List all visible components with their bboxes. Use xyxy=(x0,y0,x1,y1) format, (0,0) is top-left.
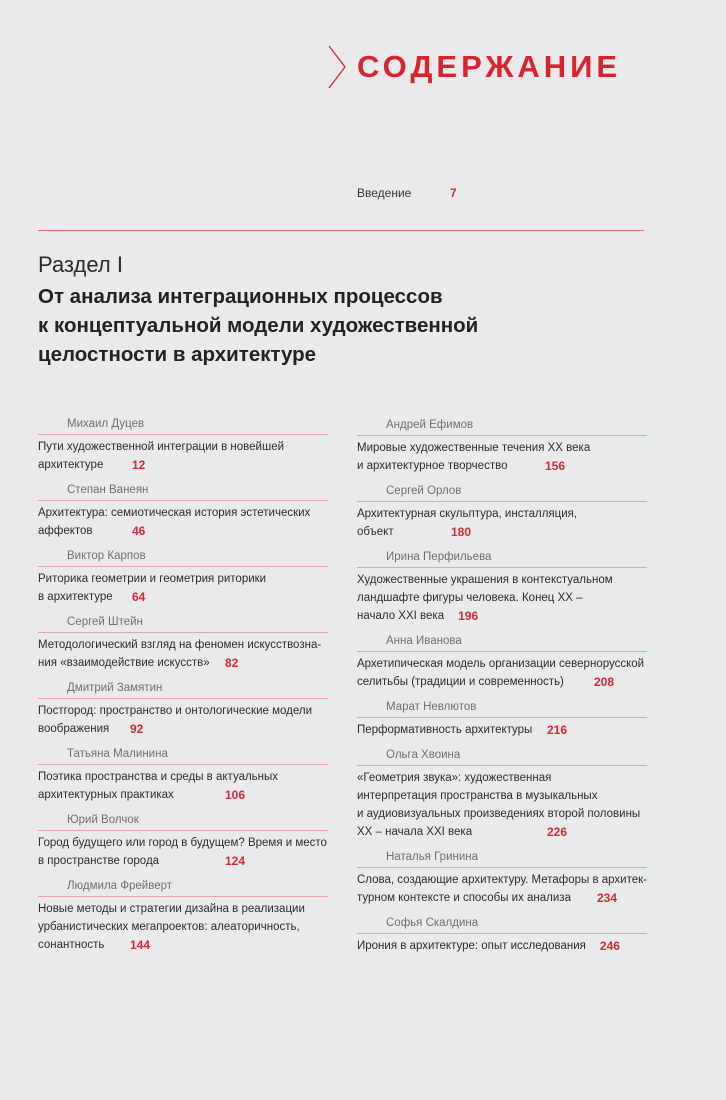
toc-entry xyxy=(38,547,328,606)
article-title-line xyxy=(357,655,647,673)
article-title-line xyxy=(38,456,328,474)
article-title-line xyxy=(38,852,328,870)
toc-entry xyxy=(357,914,647,955)
article-title-line xyxy=(38,768,328,786)
article-title-text: Мировые художественные течения XX века xyxy=(357,442,591,454)
section-title-line: к концептуальной модели художественной xyxy=(38,314,479,337)
article-title-line xyxy=(38,570,328,588)
article-title-line xyxy=(38,522,328,540)
article-title-line xyxy=(357,439,647,457)
toc-column-right xyxy=(357,416,647,955)
toc-entry xyxy=(38,745,328,804)
toc-entry xyxy=(357,632,647,691)
author-name: Виктор Карпов xyxy=(38,547,328,567)
article-title-line xyxy=(38,654,328,672)
page-number: 216 xyxy=(547,723,568,737)
intro-entry xyxy=(357,185,457,201)
article-title-line xyxy=(38,636,328,654)
article-title-line xyxy=(357,721,647,739)
toc-entry xyxy=(357,548,647,625)
article-title-text: Пути художественной интеграции в новейшей xyxy=(38,441,285,453)
article-title-text: архитектурных практиках xyxy=(38,789,174,801)
author-name: Ирина Перфильева xyxy=(357,548,647,568)
section-title xyxy=(38,282,558,369)
article-title-text: «Геометрия звука»: художественная xyxy=(357,772,552,784)
article-title-line xyxy=(38,900,328,918)
article-title-line xyxy=(357,823,647,841)
chevron-right-icon xyxy=(326,44,348,90)
article-title-line xyxy=(38,588,328,606)
article-title-text: Риторика геометрии и геометрия риторики xyxy=(38,573,267,585)
article-title-line xyxy=(38,720,328,738)
page-number: 106 xyxy=(225,788,246,802)
author-name: Сергей Орлов xyxy=(357,482,647,502)
article-title-text: турном контексте и способы их анализа xyxy=(357,892,571,904)
author-name: Юрий Волчок xyxy=(38,811,328,831)
article-title-line xyxy=(38,918,328,936)
author-name: Татьяна Малинина xyxy=(38,745,328,765)
toc-entry xyxy=(38,679,328,738)
article-title-text: архитектуре xyxy=(38,459,104,471)
article-title-text: Архитектурная скульптура, инсталляция, xyxy=(357,508,578,520)
section-title-line: целостности в архитектуре xyxy=(38,343,317,366)
article-title-line xyxy=(357,607,647,625)
article-title-line xyxy=(357,871,647,889)
article-title-text: объект xyxy=(357,526,394,538)
article-title-text: начало XXI века xyxy=(357,610,445,622)
article-title-line xyxy=(38,834,328,852)
article-title-text: воображения xyxy=(38,723,110,735)
article-title-text: Перформативность архитектуры xyxy=(357,724,533,736)
article-title-line xyxy=(357,505,647,523)
page-number: 246 xyxy=(599,939,620,953)
page-number: 82 xyxy=(225,656,239,670)
author-name: Людмила Фрейверт xyxy=(38,877,328,897)
article-title-text: сонантность xyxy=(38,939,105,951)
article-title-text: аффектов xyxy=(38,525,93,537)
page-number: 180 xyxy=(451,525,472,539)
article-title-text: в архитектуре xyxy=(38,591,113,603)
page-title: СОДЕРЖАНИЕ xyxy=(357,49,622,84)
author-name: Наталья Гринина xyxy=(357,848,647,868)
page-number: 46 xyxy=(132,524,146,538)
article-title-line xyxy=(38,936,328,954)
article-title-line xyxy=(357,787,647,805)
article-title-text: Город будущего или город в будущем? Время и место xyxy=(38,837,327,849)
toc-entry xyxy=(357,416,647,475)
author-name: Степан Ванеян xyxy=(38,481,328,501)
page-number: 64 xyxy=(132,590,146,604)
author-name: Анна Иванова xyxy=(357,632,647,652)
page-number: 144 xyxy=(130,938,151,952)
article-title-line xyxy=(357,805,647,823)
toc-entry xyxy=(38,415,328,474)
author-name: Дмитрий Замятин xyxy=(38,679,328,699)
article-title-text: селитьбы (традиции и современность) xyxy=(357,676,564,688)
article-title-line xyxy=(357,889,647,907)
page-number: 156 xyxy=(545,459,566,473)
author-name: Марат Невлютов xyxy=(357,698,647,718)
article-title-text: Ирония в архитектуре: опыт исследования xyxy=(357,940,586,952)
article-title-text: и аудиовизуальных произведениях второй половины xyxy=(357,808,641,820)
page-number: 92 xyxy=(130,722,144,736)
page-number: 12 xyxy=(132,458,146,472)
divider-rule xyxy=(38,230,644,231)
toc-entry xyxy=(38,811,328,870)
article-title-line xyxy=(357,523,647,541)
article-title-text: Слова, создающие архитектуру. Метафоры в архитек- xyxy=(357,874,647,886)
article-title-text: XX – начала XXI века xyxy=(357,826,473,838)
article-title-text: Новые методы и стратегии дизайна в реализации xyxy=(38,903,305,915)
article-title-text: Художественные украшения в контекстуальном xyxy=(357,574,613,586)
toc-entry xyxy=(38,481,328,540)
page-number: 208 xyxy=(594,675,615,689)
article-title-text: в пространстве города xyxy=(38,855,160,867)
author-name: Софья Скалдина xyxy=(357,914,647,934)
page-number: 226 xyxy=(547,825,568,839)
toc-entry xyxy=(38,613,328,672)
article-title-text: Архитектура: семиотическая история эстетических xyxy=(38,507,311,519)
article-title-text: Поэтика пространства и среды в актуальных xyxy=(38,771,279,783)
article-title-line xyxy=(38,504,328,522)
article-title-line xyxy=(357,937,647,955)
intro-label: Введение xyxy=(357,186,412,200)
toc-entry xyxy=(38,877,328,954)
article-title-line xyxy=(357,673,647,691)
article-title-text: ландшафте фигуры человека. Конец XX – xyxy=(357,592,583,604)
author-name: Андрей Ефимов xyxy=(357,416,647,436)
article-title-text: Постгород: пространство и онтологические модели xyxy=(38,705,313,717)
article-title-text: Архетипическая модель организации севернорусской xyxy=(357,658,645,670)
article-title-text: и архитектурное творчество xyxy=(357,460,508,472)
page-number: 234 xyxy=(597,891,618,905)
toc-column-left xyxy=(38,415,328,954)
article-title-text: Методологический взгляд на феномен искусствозна- xyxy=(38,639,322,651)
author-name: Ольга Хвоина xyxy=(357,746,647,766)
article-title-line xyxy=(357,457,647,475)
article-title-text: урбанистических мегапроектов: алеаторичность, xyxy=(38,921,300,933)
article-title-line xyxy=(38,786,328,804)
author-name: Сергей Штейн xyxy=(38,613,328,633)
section-title-line: От анализа интеграционных процессов xyxy=(38,285,443,308)
author-name: Михаил Дуцев xyxy=(38,415,328,435)
section-label: Раздел I xyxy=(38,252,123,277)
article-title-text: ния «взаимодействие искусств» xyxy=(38,657,210,669)
toc-entry xyxy=(357,848,647,907)
article-title-line xyxy=(357,571,647,589)
article-title-text: интерпретация пространства в музыкальных xyxy=(357,790,598,802)
article-title-line xyxy=(357,769,647,787)
article-title-line xyxy=(357,589,647,607)
page-number: 124 xyxy=(225,854,246,868)
toc-entry xyxy=(357,698,647,739)
toc-entry xyxy=(357,746,647,841)
article-title-line xyxy=(38,702,328,720)
toc-entry xyxy=(357,482,647,541)
intro-page-number: 7 xyxy=(450,186,457,200)
page-number: 196 xyxy=(458,609,479,623)
article-title-line xyxy=(38,438,328,456)
